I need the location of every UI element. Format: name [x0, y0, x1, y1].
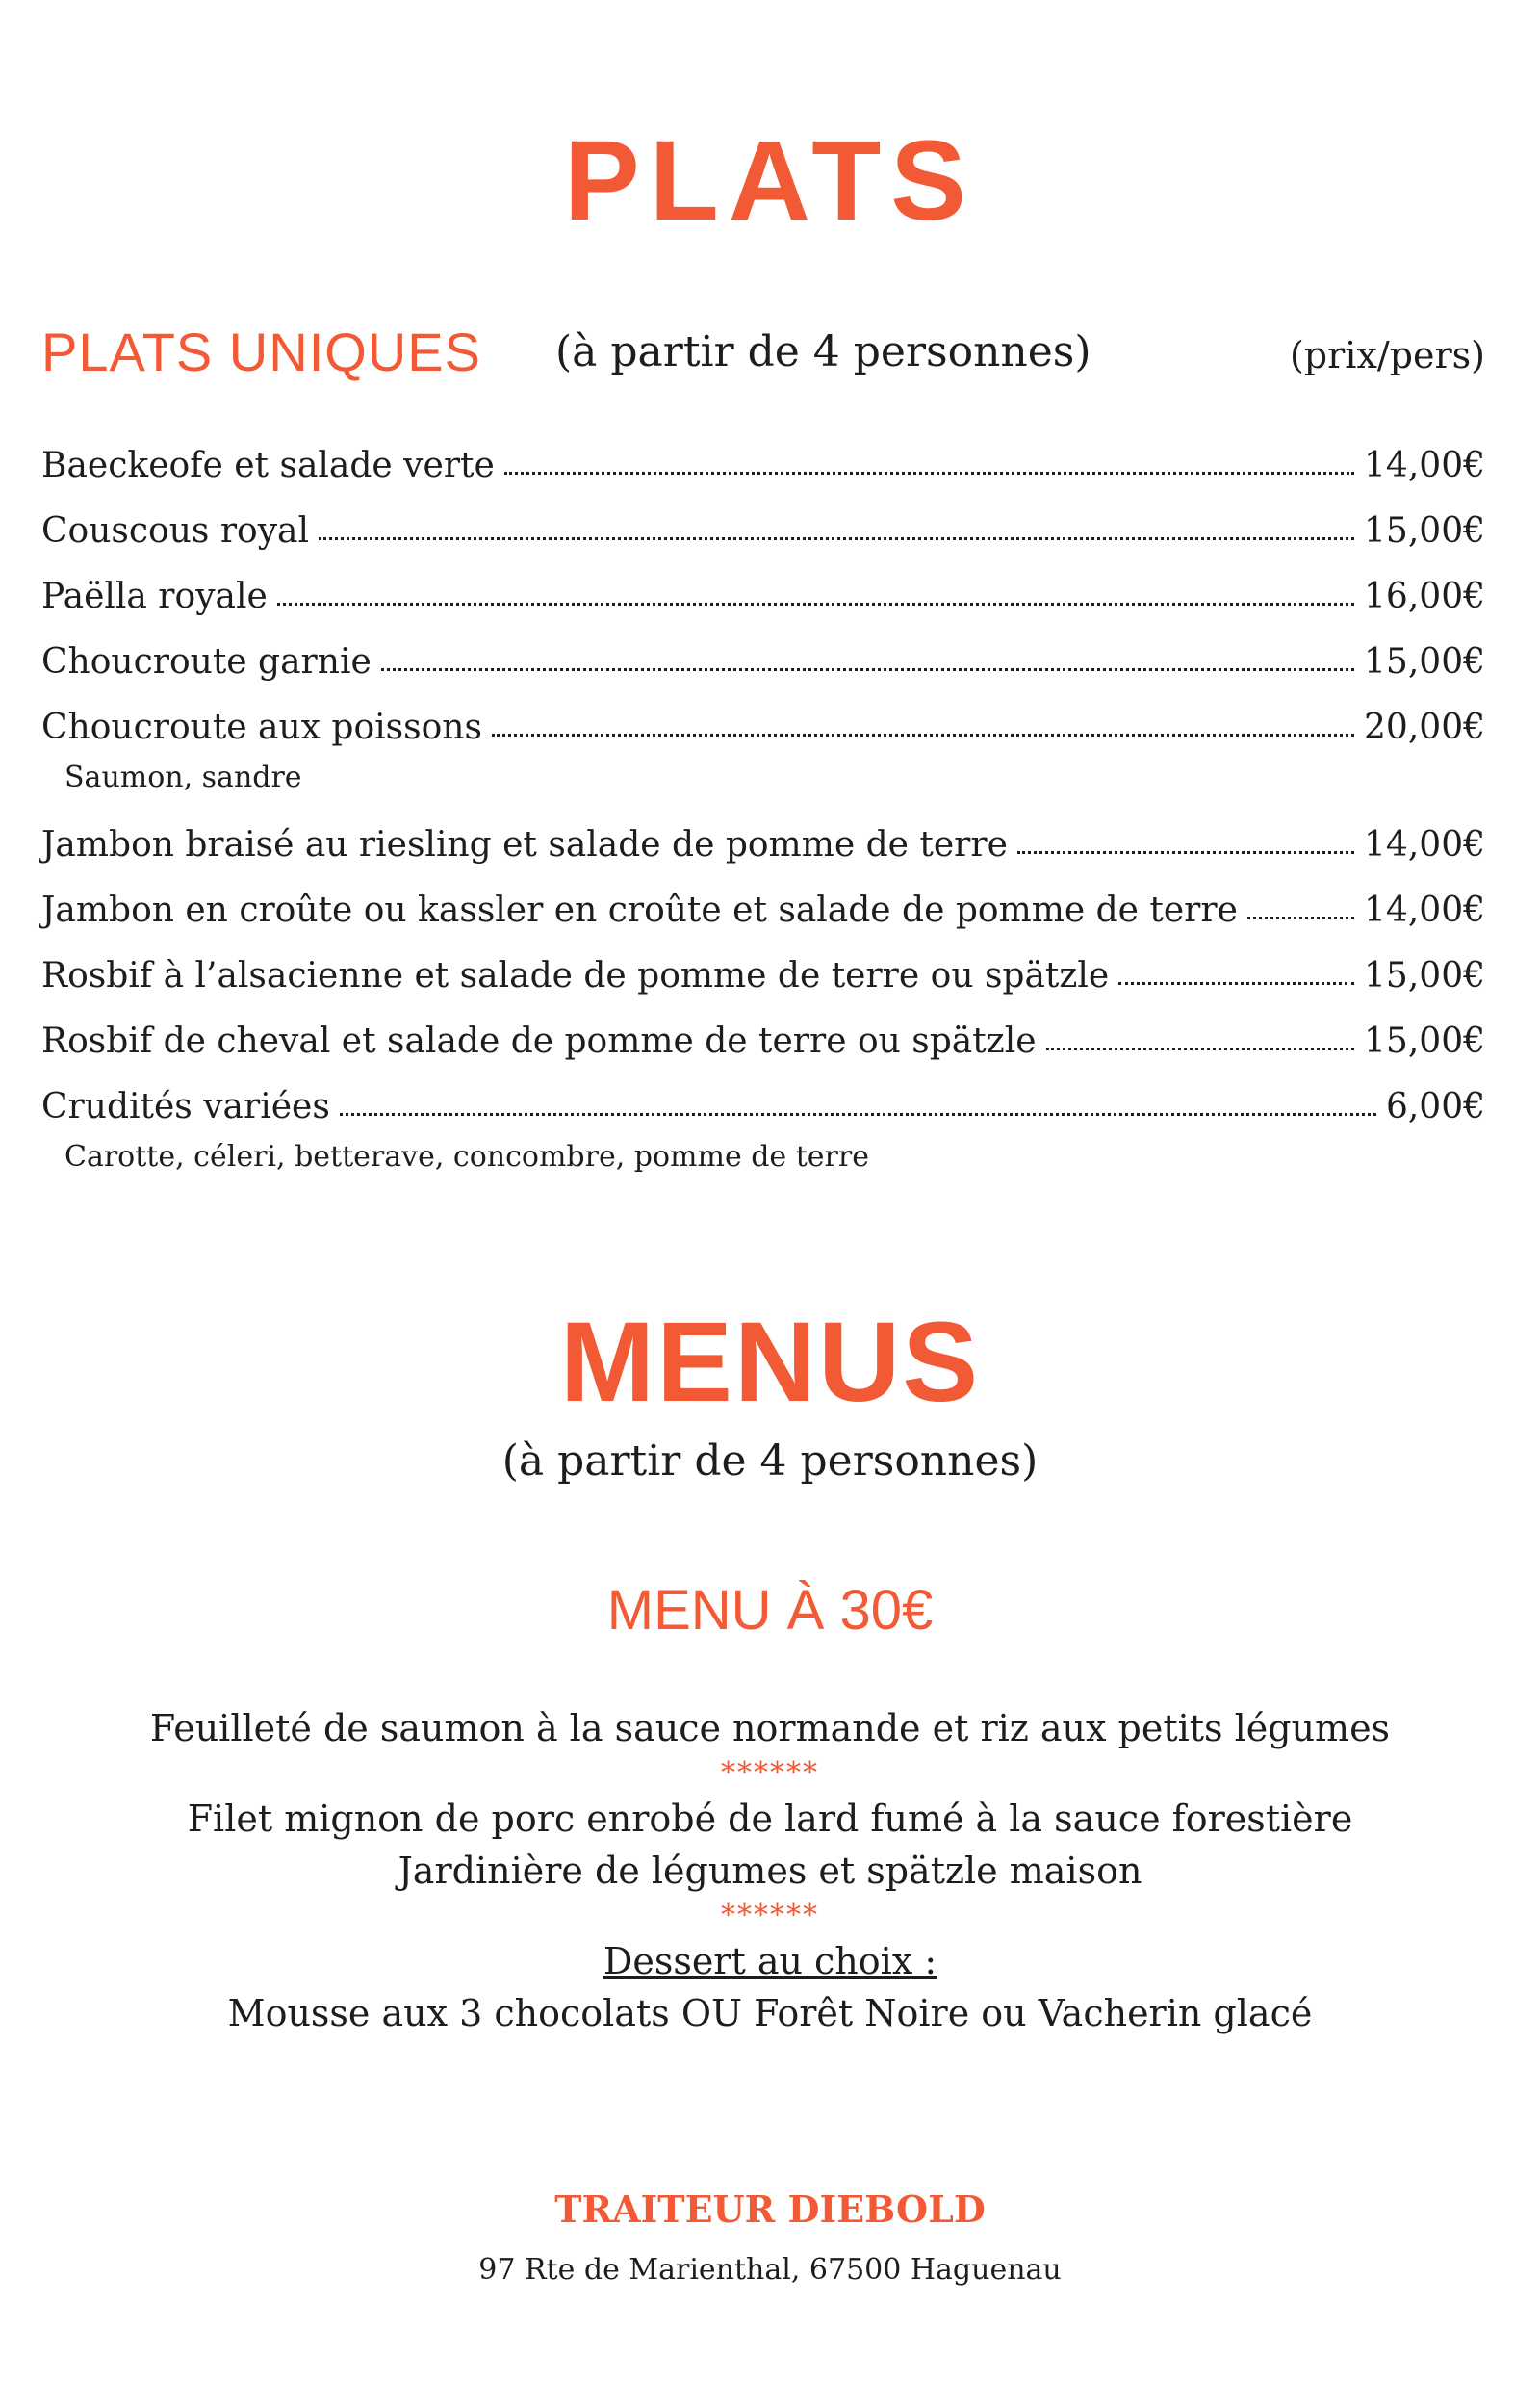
dish-item: [41, 506, 1485, 572]
dish-name: Choucroute aux poissons: [41, 708, 482, 747]
menu-separator: ******: [721, 1756, 819, 1790]
dish-name: Choucroute garnie: [41, 642, 372, 682]
dish-name: Couscous royal: [41, 511, 310, 551]
dish-item: [41, 1082, 1485, 1200]
dish-item: [41, 441, 1485, 506]
dish-line: [41, 572, 1485, 622]
dish-name: Rosbif à l’alsacienne et salade de pomme de terre ou spätzle: [41, 956, 1110, 996]
dessert-options: Mousse aux 3 chocolats OU Forêt Noire ou Vacherin glacé: [227, 1992, 1313, 2034]
page-title-menus: MENUS: [559, 1299, 981, 1426]
menu-content: [0, 1702, 1540, 2039]
address: 97 Rte de Marienthal, 67500 Haguenau: [478, 2253, 1062, 2287]
dish-item: [41, 886, 1485, 951]
dish-item: [41, 637, 1485, 703]
dotted-leader: [319, 536, 1354, 540]
dish-name: Jambon en croûte ou kassler en croûte et salade de pomme de terre: [41, 891, 1238, 930]
dish-price: 14,00€: [1364, 891, 1485, 930]
section-note: (à partir de 4 personnes): [555, 327, 1091, 376]
dish-line: [41, 441, 1485, 491]
menu-starter: Feuilleté de saumon à la sauce normande et riz aux petits légumes: [149, 1707, 1391, 1749]
dotted-leader: [1247, 916, 1354, 919]
brand-name: TRAITEUR DIEBOLD: [554, 2187, 986, 2231]
dotted-leader: [340, 1112, 1376, 1116]
dish-line: [41, 886, 1485, 936]
dish-line: [41, 637, 1485, 687]
dish-item: [41, 951, 1485, 1017]
section-header-plats-uniques: [41, 318, 1485, 385]
dish-price: 15,00€: [1364, 642, 1485, 682]
dish-price: 15,00€: [1364, 956, 1485, 996]
dotted-leader: [1017, 850, 1354, 854]
dish-line: [41, 820, 1485, 870]
menu-main-course: Filet mignon de porc enrobé de lard fumé à la sauce forestière: [187, 1798, 1353, 1840]
dish-price: 16,00€: [1364, 577, 1485, 616]
dish-list: [41, 441, 1485, 1200]
dish-item: [41, 703, 1485, 820]
dotted-leader: [504, 471, 1354, 475]
section-heading: PLATS UNIQUES: [41, 322, 481, 382]
dotted-leader: [1118, 981, 1354, 985]
dish-item: [41, 1017, 1485, 1082]
dish-item: [41, 572, 1485, 637]
dish-line: [41, 1082, 1485, 1132]
dish-line: [41, 951, 1485, 1001]
dish-price: 15,00€: [1364, 511, 1485, 551]
dotted-leader: [492, 733, 1354, 737]
dish-line: [41, 1017, 1485, 1067]
dish-description: Carotte, céleri, betterave, concombre, pomme de terre: [64, 1140, 869, 1174]
menus-note: (à partir de 4 personnes): [501, 1436, 1039, 1486]
dish-name: Baeckeofe et salade verte: [41, 446, 495, 485]
dish-line: [41, 703, 1485, 753]
dish-name: Jambon braisé au riesling et salade de pomme de terre: [41, 825, 1008, 865]
dish-line: [41, 506, 1485, 556]
dish-price: 15,00€: [1364, 1022, 1485, 1061]
dish-name: Crudités variées: [41, 1087, 330, 1126]
dish-description: Saumon, sandre: [64, 761, 302, 794]
dish-name: Paëlla royale: [41, 577, 268, 616]
dish-price: 14,00€: [1364, 446, 1485, 485]
menu-price-heading: MENU À 30€: [606, 1579, 934, 1642]
dish-price: 14,00€: [1364, 825, 1485, 865]
dish-price: 20,00€: [1364, 708, 1485, 747]
dish-price: 6,00€: [1385, 1087, 1485, 1126]
price-unit-label: (prix/pers): [1289, 334, 1485, 376]
dish-item: [41, 820, 1485, 886]
page-title-plats: PLATS: [563, 117, 977, 245]
dotted-leader: [1046, 1047, 1355, 1050]
dotted-leader: [277, 602, 1354, 606]
dish-name: Rosbif de cheval et salade de pomme de terre ou spätzle: [41, 1022, 1037, 1061]
menu-separator: ******: [721, 1899, 819, 1932]
dessert-label: Dessert au choix :: [603, 1940, 937, 1982]
menu-main-side: Jardinière de légumes et spätzle maison: [398, 1850, 1142, 1892]
dotted-leader: [381, 667, 1354, 671]
